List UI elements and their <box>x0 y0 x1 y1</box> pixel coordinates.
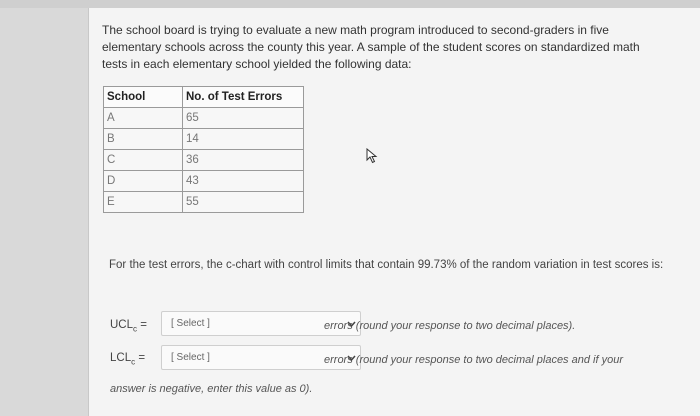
lcl-label-sub: c <box>131 357 136 367</box>
header-school: School <box>104 87 183 108</box>
table-row <box>104 171 304 192</box>
ucl-label <box>110 319 147 333</box>
errors-cell: 36 <box>183 150 304 171</box>
ucl-select-value: [ Select ] <box>171 318 210 329</box>
intro-text: The school board is trying to evaluate a new math program introduced to second-graders in five elementary schools across the county this year. A sample of the student scores on standardized math tests in each elementary school yielded the following data: <box>102 23 640 71</box>
data-table <box>103 86 304 213</box>
table-row <box>104 129 304 150</box>
lcl-label <box>110 352 145 366</box>
ucl-label-main: UCL <box>110 319 134 331</box>
errors-cell: 65 <box>183 108 304 129</box>
school-cell: D <box>104 171 183 192</box>
ucl-label-sub: c <box>133 324 138 334</box>
lcl-label-main: LCL <box>110 352 132 364</box>
question-text: For the test errors, the c-chart with control limits that contain 99.73% of the random variation in test scores is: <box>109 259 664 271</box>
lcl-equals: = <box>138 352 146 364</box>
header-errors: No. of Test Errors <box>183 87 304 108</box>
lcl-hint-line2: answer is negative, enter this value as 0). <box>110 383 313 395</box>
errors-cell: 14 <box>183 129 304 150</box>
table-row <box>104 108 304 129</box>
top-bar <box>0 0 700 8</box>
school-cell: E <box>104 192 183 213</box>
table-row <box>104 150 304 171</box>
lcl-select-value: [ Select ] <box>171 352 210 363</box>
errors-cell: 43 <box>183 171 304 192</box>
ucl-equals: = <box>140 319 147 331</box>
table-row <box>104 192 304 213</box>
errors-cell: 55 <box>183 192 304 213</box>
lcl-hint-line1: errors (round your response to two decimal places and if your <box>324 354 623 366</box>
school-cell: B <box>104 129 183 150</box>
mouse-cursor-icon <box>366 148 380 164</box>
school-cell: C <box>104 150 183 171</box>
ucl-hint: errors (round your response to two decimal places). <box>324 320 576 332</box>
table-header-row <box>104 87 304 108</box>
school-cell: A <box>104 108 183 129</box>
